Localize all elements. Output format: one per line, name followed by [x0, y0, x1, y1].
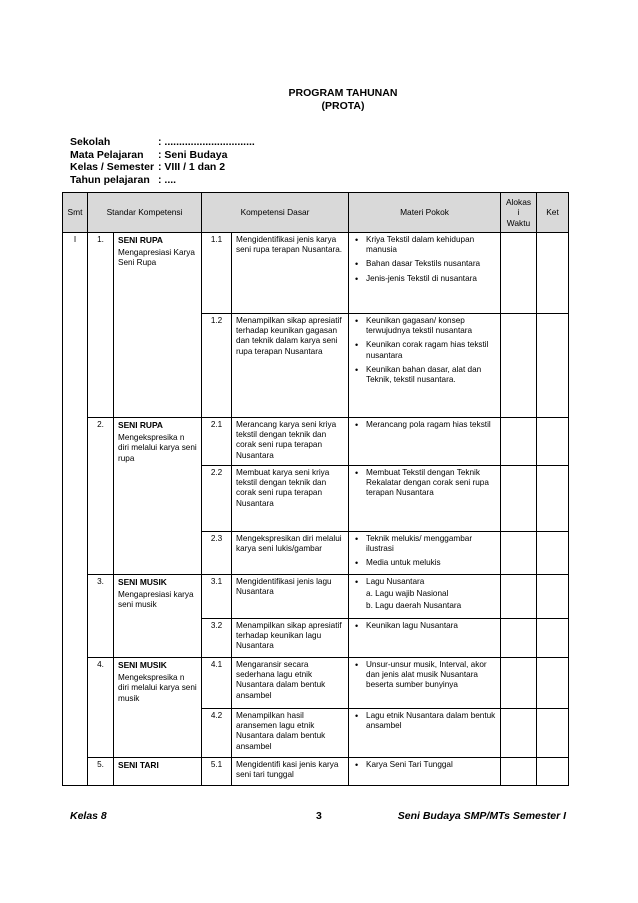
info-label: Sekolah	[70, 136, 111, 148]
sk-description: Mengapresiasi karya seni musik	[118, 590, 194, 610]
kd-number: 1.1	[202, 233, 232, 314]
kd-number: 3.2	[202, 619, 232, 658]
kd-number: 4.2	[202, 709, 232, 758]
sk-title: SENI MUSIK	[118, 660, 167, 670]
list-item: • Merancang pola ragam hias tekstil	[353, 420, 496, 430]
kd-number: 2.1	[202, 418, 232, 466]
sk-number: 4.	[88, 658, 114, 758]
ket-cell	[537, 758, 569, 786]
list-item: • Keunikan corak ragam hias tekstil nusantara	[353, 340, 496, 360]
kd-number: 3.1	[202, 575, 232, 619]
kd-text: Mengidentifi kasi jenis karya seni tari tunggal	[232, 758, 349, 786]
header-standar-kompetensi: Standar Kompetensi	[88, 193, 202, 233]
table-row	[63, 758, 569, 786]
sk-cell	[114, 418, 202, 575]
materi-pokok-cell	[349, 758, 501, 786]
info-row-sekolah	[70, 136, 255, 149]
title-line-2: (PROTA)	[321, 100, 365, 112]
ket-cell	[537, 466, 569, 532]
sk-description: Mengapresiasi Karya Seni Rupa	[118, 248, 195, 268]
materi-pokok-cell	[349, 314, 501, 418]
alokasi-waktu-cell	[501, 619, 537, 658]
kd-text: Menampilkan sikap apresiatif terhadap keunikan gagasan dan teknik dalam karya seni rupa terapan Nusantara	[232, 314, 349, 418]
footer-class: Kelas 8	[70, 810, 107, 822]
alokasi-waktu-cell	[501, 418, 537, 466]
info-row-kelas-semester	[70, 161, 255, 174]
sub-item: a. Lagu wajib Nasional	[366, 589, 449, 599]
alokasi-waktu-cell	[501, 658, 537, 709]
sk-number: 2.	[88, 418, 114, 575]
alokasi-waktu-cell	[501, 575, 537, 619]
sk-cell	[114, 758, 202, 786]
list-item: • Kriya Tekstil dalam kehidupan manusia	[353, 235, 496, 255]
sk-title: SENI RUPA	[118, 420, 163, 430]
header-kompetensi-dasar: Kompetensi Dasar	[202, 193, 349, 233]
info-row-mata-pelajaran	[70, 149, 255, 162]
materi-pokok-cell	[349, 658, 501, 709]
header-materi-pokok: Materi Pokok	[349, 193, 501, 233]
alokasi-waktu-cell	[501, 758, 537, 786]
page-footer	[70, 810, 566, 824]
kd-text: Membuat karya seni kriya tekstil dengan teknik dan corak seni rupa terapan Nusantara	[232, 466, 349, 532]
list-item: • Keunikan bahan dasar, alat dan Teknik, tekstil nusantara.	[353, 365, 496, 385]
sk-number: 1.	[88, 233, 114, 418]
materi-pokok-cell	[349, 575, 501, 619]
kd-text: Mengekspresikan diri melalui karya seni lukis/gambar	[232, 532, 349, 575]
school-info	[70, 136, 255, 186]
materi-pokok-cell	[349, 532, 501, 575]
sk-description: Mengekspresika n diri melalui karya seni rupa	[118, 433, 197, 463]
header-smt: Smt	[63, 193, 88, 233]
document-title	[0, 87, 638, 113]
info-label: Tahun pelajaran	[70, 173, 150, 186]
sk-title: SENI RUPA	[118, 235, 163, 245]
info-value: : VIII / 1 dan 2	[158, 161, 226, 174]
header-alokasi-waktu: Alokas i Waktu	[501, 193, 537, 233]
list-item: • Keunikan lagu Nusantara	[353, 621, 496, 631]
page-number: 3	[316, 810, 322, 822]
alokasi-waktu-cell	[501, 233, 537, 314]
alokasi-waktu-cell	[501, 532, 537, 575]
kd-number: 2.2	[202, 466, 232, 532]
sk-title: SENI TARI	[118, 760, 159, 770]
table-row	[63, 658, 569, 709]
info-label: Mata Pelajaran	[70, 148, 144, 161]
kd-text: Mengidentifikasi jenis karya seni rupa terapan Nusantara.	[232, 233, 349, 314]
list-item: • Unsur-unsur musik, Interval, akor dan jenis alat musik Nusantara beserta sumber bunyinya	[353, 660, 496, 691]
table-header-row	[63, 193, 569, 233]
sub-item: b. Lagu daerah Nusantara	[366, 601, 462, 611]
materi-pokok-cell	[349, 233, 501, 314]
ket-cell	[537, 619, 569, 658]
sk-description: Mengekspresika n diri melalui karya seni musik	[118, 673, 197, 703]
list-item: • Keunikan gagasan/ konsep terwujudnya tekstil nusantara	[353, 316, 496, 336]
sk-cell	[114, 575, 202, 658]
list-item: • Lagu Nusantara	[353, 577, 496, 587]
sk-number: 5.	[88, 758, 114, 786]
table-row	[63, 575, 569, 619]
sk-cell	[114, 233, 202, 418]
title-line-1: PROGRAM TAHUNAN	[288, 87, 398, 99]
header-ket: Ket	[537, 193, 569, 233]
info-value: : ....	[158, 173, 177, 186]
kd-number: 1.2	[202, 314, 232, 418]
list-item: • Membuat Tekstil dengan Teknik Rekalatar dengan corak seni rupa terapan Nusantara	[353, 468, 496, 499]
ket-cell	[537, 709, 569, 758]
kd-number: 2.3	[202, 532, 232, 575]
list-item: • Jenis-jenis Tekstil di nusantara	[353, 274, 496, 284]
kd-number: 5.1	[202, 758, 232, 786]
ket-cell	[537, 575, 569, 619]
sk-number: 3.	[88, 575, 114, 658]
materi-pokok-cell	[349, 709, 501, 758]
kd-text: Mengidentifikasi jenis lagu Nusantara	[232, 575, 349, 619]
alokasi-waktu-cell	[501, 466, 537, 532]
kd-text: Merancang karya seni kriya tekstil dengan teknik dan corak seni rupa terapan Nusantara	[232, 418, 349, 466]
alokasi-waktu-cell	[501, 314, 537, 418]
sk-cell	[114, 658, 202, 758]
kd-text: Menampilkan hasil aransemen lagu etnik Nusantara dalam bentuk ansambel	[232, 709, 349, 758]
kd-number: 4.1	[202, 658, 232, 709]
ket-cell	[537, 658, 569, 709]
ket-cell	[537, 314, 569, 418]
materi-pokok-cell	[349, 466, 501, 532]
alokasi-waktu-cell	[501, 709, 537, 758]
semester-cell: I	[63, 233, 88, 786]
table-row	[63, 418, 569, 466]
info-value: : ...............................	[158, 136, 255, 148]
info-row-tahun-pelajaran	[70, 174, 255, 187]
info-value: : Seni Budaya	[158, 148, 228, 161]
list-item: • Karya Seni Tari Tunggal	[353, 760, 496, 770]
ket-cell	[537, 418, 569, 466]
materi-pokok-cell	[349, 418, 501, 466]
materi-pokok-cell	[349, 619, 501, 658]
table-row	[63, 233, 569, 314]
footer-subject: Seni Budaya SMP/MTs Semester I	[397, 810, 566, 822]
kd-text: Menampilkan sikap apresiatif terhadap keunikan lagu Nusantara	[232, 619, 349, 658]
prota-table	[62, 192, 569, 786]
list-item: • Media untuk melukis	[353, 558, 496, 568]
ket-cell	[537, 532, 569, 575]
sk-title: SENI MUSIK	[118, 577, 167, 587]
list-item: • Teknik melukis/ menggambar ilustrasi	[353, 534, 496, 554]
kd-text: Mengaransir secara sederhana lagu etnik Nusantara dalam bentuk ansambel	[232, 658, 349, 709]
info-label: Kelas / Semester	[70, 161, 155, 174]
list-item: • Bahan dasar Tekstils nusantara	[353, 259, 496, 269]
ket-cell	[537, 233, 569, 314]
list-item: • Lagu etnik Nusantara dalam bentuk ansambel	[353, 711, 496, 731]
